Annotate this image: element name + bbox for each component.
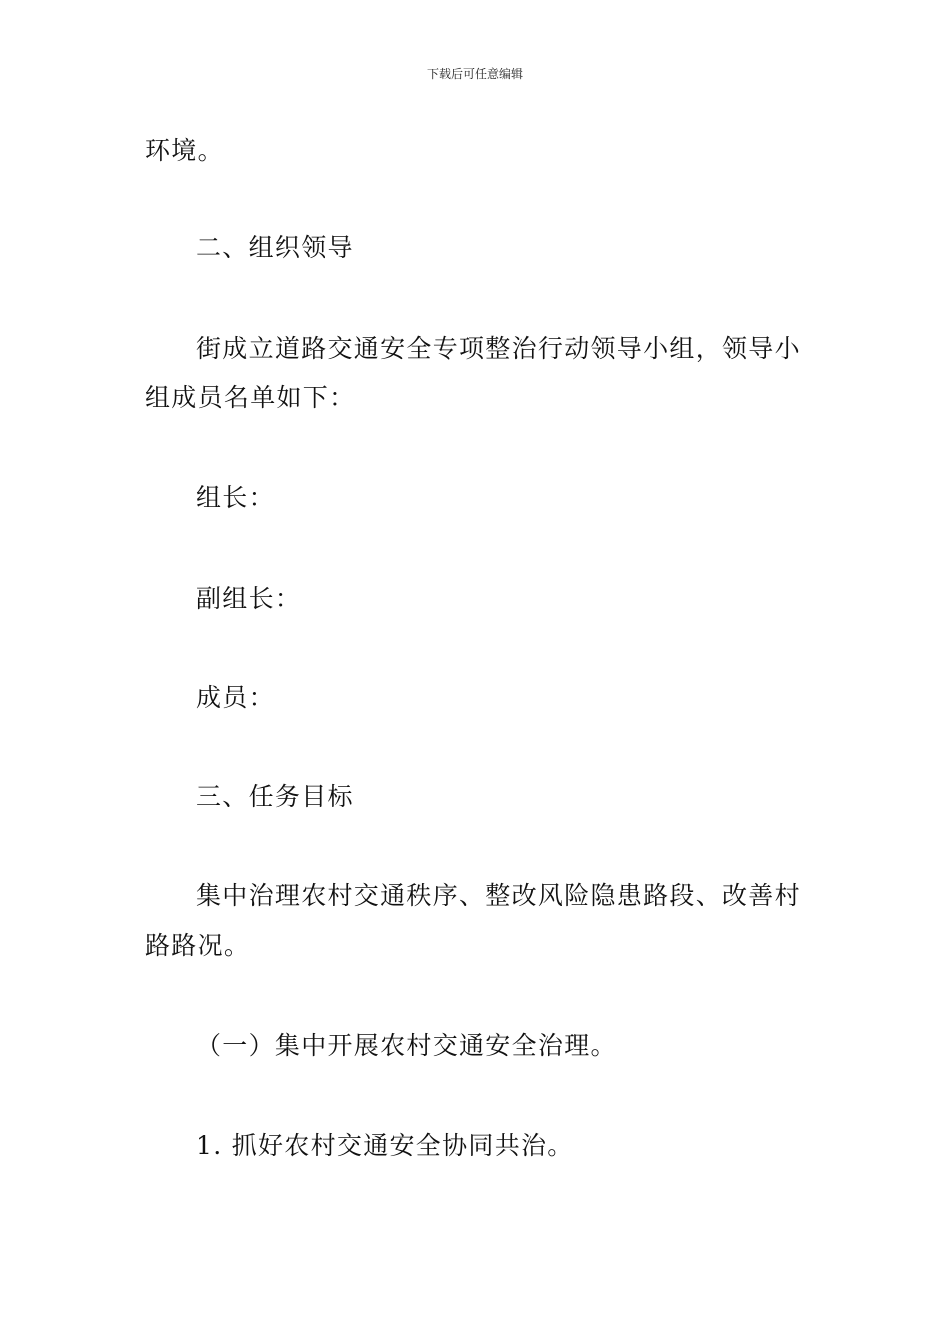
paragraph-line: 街成立道路交通安全专项整治行动领导小组，领导小 xyxy=(196,334,801,363)
group-leader-label: 组长： xyxy=(196,483,275,512)
paragraph-line: 集中治理农村交通秩序、整改风险隐患路段、改善村 xyxy=(196,881,801,910)
paragraph-line: 组成员名单如下： xyxy=(145,383,356,412)
members-label: 成员： xyxy=(196,683,275,712)
section-heading-organization: 二、组织领导 xyxy=(196,233,354,262)
deputy-leader-label: 副组长： xyxy=(196,584,302,613)
subsection-heading: （一）集中开展农村交通安全治理。 xyxy=(196,1031,617,1060)
section-heading-objectives: 三、任务目标 xyxy=(196,782,354,811)
paragraph-line: 路路况。 xyxy=(145,931,251,960)
list-item: 1. 抓好农村交通安全协同共治。 xyxy=(196,1131,574,1160)
paragraph-continuation: 环境。 xyxy=(145,136,224,165)
page-header-note: 下载后可任意编辑 xyxy=(426,67,523,81)
